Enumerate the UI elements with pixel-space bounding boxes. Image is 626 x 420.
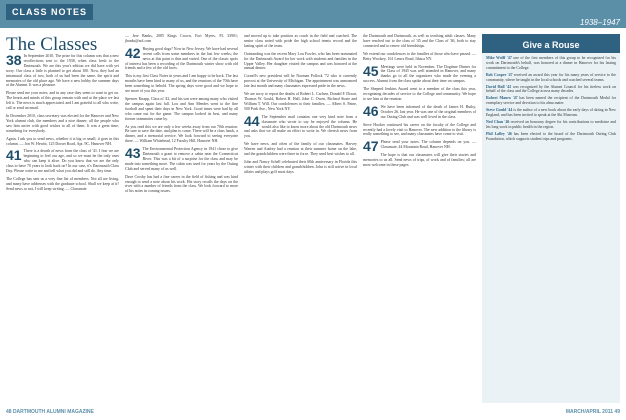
- rouse-item-name: Robert Mauro '47: [486, 96, 518, 101]
- rouse-item-name: Phil Lalley '46: [486, 131, 512, 136]
- class-note-text: In September 2010, The prize for this column was that a new recollections sent to the 1938, when class fresh to the Dartmouth. We are this year's edition we did have with yet sorry. Our class a little is planned to get about 100. Now, they had an intramural class of two, both of us had been the same, the spirit and memories of the old place ago. We have a new hobby the summer days at the Alumni. It was a pleasure.: [6, 54, 119, 88]
- class-note-text: — Jere Banks, 2085 Kings Crown, Fort Myers, FL 33901; jbanks@aol.com: [125, 34, 238, 43]
- class-note-text: The Environmental Protection Agency in 1941 chose to give Dartmouth a grant to remove a cabin near the Connecticut River. This was a bit of a surprise for the class and may be made into something more. The cabin was used for years by the Outing Club and served many of us well.: [125, 147, 238, 171]
- class-note-entry: [363, 87, 476, 102]
- class-note-entry: [244, 112, 357, 140]
- class-year-number: 46: [363, 102, 379, 119]
- class-note-text: The Sheperd Jenkins Award went to a member of the class this year, recognizing decades of service to the College and community. We hope to see him at the reunion.: [363, 87, 476, 101]
- class-note-text: and moved up to take position as coach in the field and coached. The senior class noted with pride the high school tennis record and the lasting spirit of the team.: [244, 34, 357, 48]
- give-a-rouse-box: [482, 34, 620, 403]
- footer-left: 48 DARTMOUTH ALUMNI MAGAZINE: [6, 409, 94, 415]
- header-years: 1938–1947: [579, 18, 620, 27]
- give-a-rouse-body: [482, 53, 620, 142]
- rouse-item: [486, 56, 616, 71]
- class-note-text: John and Nancy Schell celebrated their 60th anniversary in Florida this winter with their children and grandchildren. John is still active in local affairs and plays golf most days.: [244, 159, 357, 174]
- class-year-number: 41: [6, 147, 22, 164]
- class-note-entry: [244, 52, 357, 72]
- rouse-item-text: received an honorary degree for his contributions to medicine and his long work in public health in the region.: [486, 119, 617, 129]
- rouse-item: [486, 85, 616, 95]
- column-4: [363, 34, 476, 171]
- class-note-text: In December 2010, class secretary was elected for the Hanover and New York alumni club, the members and a nice dinner; all the people who saw him arrive with good wishes to all of them. It was a great time, something for everybody.: [6, 113, 119, 133]
- section-label: CLASS NOTES: [6, 4, 93, 20]
- class-note-text: We are sorry to report the deaths of Robert L. Carlsen, Donald F. Dixon, Thomas W. Gould, Robert H. Hall, John C. Owen, Richard Stone and William T. Will. Our condolences to their families. — Albert S. Paine, 500 Park Ave., New York NY.: [244, 92, 357, 111]
- rouse-item-name: David Hall '42: [486, 84, 512, 89]
- class-note-text: This is my first Class Notes in years and I am happy to be back. The last months have been kind to many of us, and the reunions of the 70th have been something to behold. The spring days were good and we hope to see more of you this year.: [125, 74, 238, 94]
- class-note-entry: [125, 125, 238, 145]
- rouse-item: [486, 96, 616, 106]
- class-note-text: Dave Crosby has had a fine career in the field of fishing and was kind enough to send a note about his work. His story recalls the days on the river with a number of friends from the class. We look forward to more of his notes in coming issues.: [125, 174, 238, 194]
- class-note-entry: [6, 54, 119, 88]
- class-note-entry: [244, 160, 357, 175]
- class-note-text: The September mail contains one very kind note from a classmate who wrote to say he enjoyed the column. He would also like to know more about the old Dartmouth news and asks that we all make an effort to write in. We cherish news from you.: [244, 114, 357, 139]
- class-note-entry: [6, 91, 119, 111]
- class-note-text: As you read this we are only a few weeks away from our 70th reunion. Be sure to save the date, and plan to come. There will be a class lunch, a dinner, and a memorial service. We look forward to seeing everyone there. — William Whitehead, 12 Faculty Hill, Hanover NH.: [125, 124, 238, 144]
- rouse-item-text: one of the first members of this group to be recognized for his work on Dartmouth's behalf, was honored at a dinner in Hanover for his lasting commitment to the College.: [486, 56, 616, 70]
- class-note-text: Meetings were held in November. The Dogtime Dinner for the Class of 1945 was well attended in Hanover, and many thanks go to all the organizers who made the evening a success. Alumni from the class spoke about their time on campus.: [363, 64, 476, 84]
- class-note-entry: [125, 34, 238, 44]
- class-note-entry: [363, 62, 476, 85]
- class-note-entry: [125, 44, 238, 72]
- class-note-text: We extend our condolences to the families of those who have passed. — Betty Woolsey, 161 Lenox Road, Ithaca NY.: [363, 51, 476, 61]
- class-note-text: the Dartmouth and Dartmouth, as well as teaching adult classes. Many have reached out to the class of '45 and the Class of '46, both to stay connected and to renew old friendships.: [363, 34, 476, 48]
- rouse-item: [486, 132, 616, 142]
- class-year-number: 38: [6, 52, 22, 68]
- rouse-item-text: has been elected to the board of the Dartmouth Outing Club Foundation, which supports student trips and programs.: [486, 131, 616, 141]
- class-note-text: There is a dearth of news from the class of '41. I fear we are beginning to feel our age, and so we must be the only ones who can keep it alive. Do you know that we are the only class to have 70 years to look back on? In our case, it's Dartmouth Class Day. Please write to me and tell what you did and still do. Any time.: [6, 149, 119, 174]
- class-note-text: We have news, and often of the family of our classmates. Harvey Warren and Audrey had a reunion at their summer home on the lake, and the grandchildren were there in force. They send best wishes to all.: [244, 142, 357, 157]
- class-note-text: The hope is that our classmates will give their stories and memories to us all. Send news of trips, of work and of families; all are most welcome in these pages.: [363, 153, 476, 167]
- rouse-item-text: was recognized by the Alumni Council for his tireless work on behalf of the class and the College across many decades.: [486, 84, 617, 94]
- give-a-rouse-title: Give a Rouse: [482, 37, 620, 53]
- class-note-entry: [125, 175, 238, 195]
- class-note-entry: [6, 114, 119, 134]
- class-note-text: Please send me your notes, and in any case they seem to want to get on. The hearts and minds of this group remain with and at the place we last left it. The news is much appreciated, and I am grateful to all who write, call or send an email.: [6, 91, 119, 111]
- class-note-text: Cornell's new president will be Norman Pollock '72 who is currently provost at the University of Michigan. The appointment was announced late last month and many classmates expressed pride in the news.: [244, 74, 357, 89]
- class-year-number: 44: [244, 112, 260, 129]
- class-note-entry: [363, 153, 476, 168]
- rouse-item-text: received an award this year for his many years of service to the community, where he taught in the local schools and coached several teams.: [486, 72, 616, 82]
- rouse-item-name: Bob Cooper '47: [486, 72, 513, 77]
- class-note-entry: [125, 97, 238, 122]
- class-note-text: Spencer Knapp, Class of '42, and his son were among many who visited the campus again last fall. Lou and Ann Mendes went to the fine football and spent their days in New York. Good times were had by all who came out for the game. The campus looked its best, and many former teammates came by.: [125, 96, 238, 121]
- column-1: [6, 54, 119, 195]
- rouse-item: [486, 108, 616, 118]
- footer-right: MARCH/APRIL 2011 49: [565, 409, 620, 415]
- rouse-item-name: Steve Gould '44: [486, 108, 513, 113]
- class-note-text: We have been informed of the death of James H. Ruthy, October 26, last year. He was one of the original members of our Outing Club and was well loved in the class.: [380, 104, 476, 119]
- header-band: [0, 0, 626, 28]
- column-3: [244, 34, 357, 178]
- class-note-text: The College has sent us a very fine list of members. Not all are living, and many have addresses with the graduate school. Shall we keep at it? Send news or not, I will keep writing. — Classmate: [6, 176, 119, 191]
- class-year-number: 47: [363, 138, 379, 155]
- page-title: The Classes: [6, 34, 98, 55]
- class-note-entry: [363, 52, 476, 62]
- class-note-entry: [363, 34, 476, 49]
- class-note-text: Outstanding was the recent Mary Lou Fowler, who has been nominated for the Dartmouth Award for her work with students and families in the Upper Valley. Her daughter visited the campus and was honored at the annual dinner.: [244, 51, 357, 71]
- rouse-item-name: Ned Chan '46: [486, 119, 510, 124]
- class-note-text: Steve Hooker continued his career on the faculty of the College and recently had a lovely visit to Hanover. The new addition to the library is really something to see, and many classmates have come to visit.: [363, 122, 476, 137]
- class-note-entry: [244, 34, 357, 49]
- class-note-entry: [6, 149, 119, 174]
- class-note-entry: [125, 74, 238, 94]
- class-note-entry: [125, 147, 238, 172]
- page-footer: [6, 407, 620, 417]
- rouse-item-text: is the author of a new book about the early days of skiing in New England, and has been invited to speak at the Ski Museum.: [486, 108, 616, 118]
- class-note-entry: [6, 177, 119, 192]
- rouse-item: [486, 120, 616, 130]
- class-year-number: 45: [363, 62, 379, 79]
- class-note-text: Please send your notes. The column depends on you. — Classmate, 44 Mountain Road, Hanover NH.: [380, 140, 476, 150]
- rouse-item-text: has been named the recipient of the Dartmouth Medal for exemplary service and devotion to his alma mater.: [486, 96, 616, 106]
- class-note-entry: [244, 142, 357, 157]
- rouse-item-name: Mike Wolff '47: [486, 56, 512, 60]
- class-note-entry: [244, 92, 357, 112]
- class-note-entry: [363, 123, 476, 138]
- class-note-entry: [363, 138, 476, 155]
- class-year-number: 43: [125, 145, 141, 162]
- class-year-number: 42: [125, 44, 141, 61]
- class-note-entry: [363, 102, 476, 120]
- class-note-text: Again, I ask you to send news, whether it is big or small; it goes in this column. — Jon W. Hewitt, 125 Dorset Road, Apt. 9C, Hanover NH.: [6, 136, 119, 146]
- class-note-entry: [6, 137, 119, 147]
- class-note-entry: [244, 74, 357, 89]
- class-note-text: Buying good dogs? Now in New Jersey. We have had several recent calls from some members in the last few weeks; the news at this point is thin and varied. One of the classic spots of interest has been a recording of the Dartmouth winter show with old friends and a few of the old faces.: [125, 46, 238, 71]
- column-2: [125, 34, 238, 197]
- rouse-item: [486, 73, 616, 83]
